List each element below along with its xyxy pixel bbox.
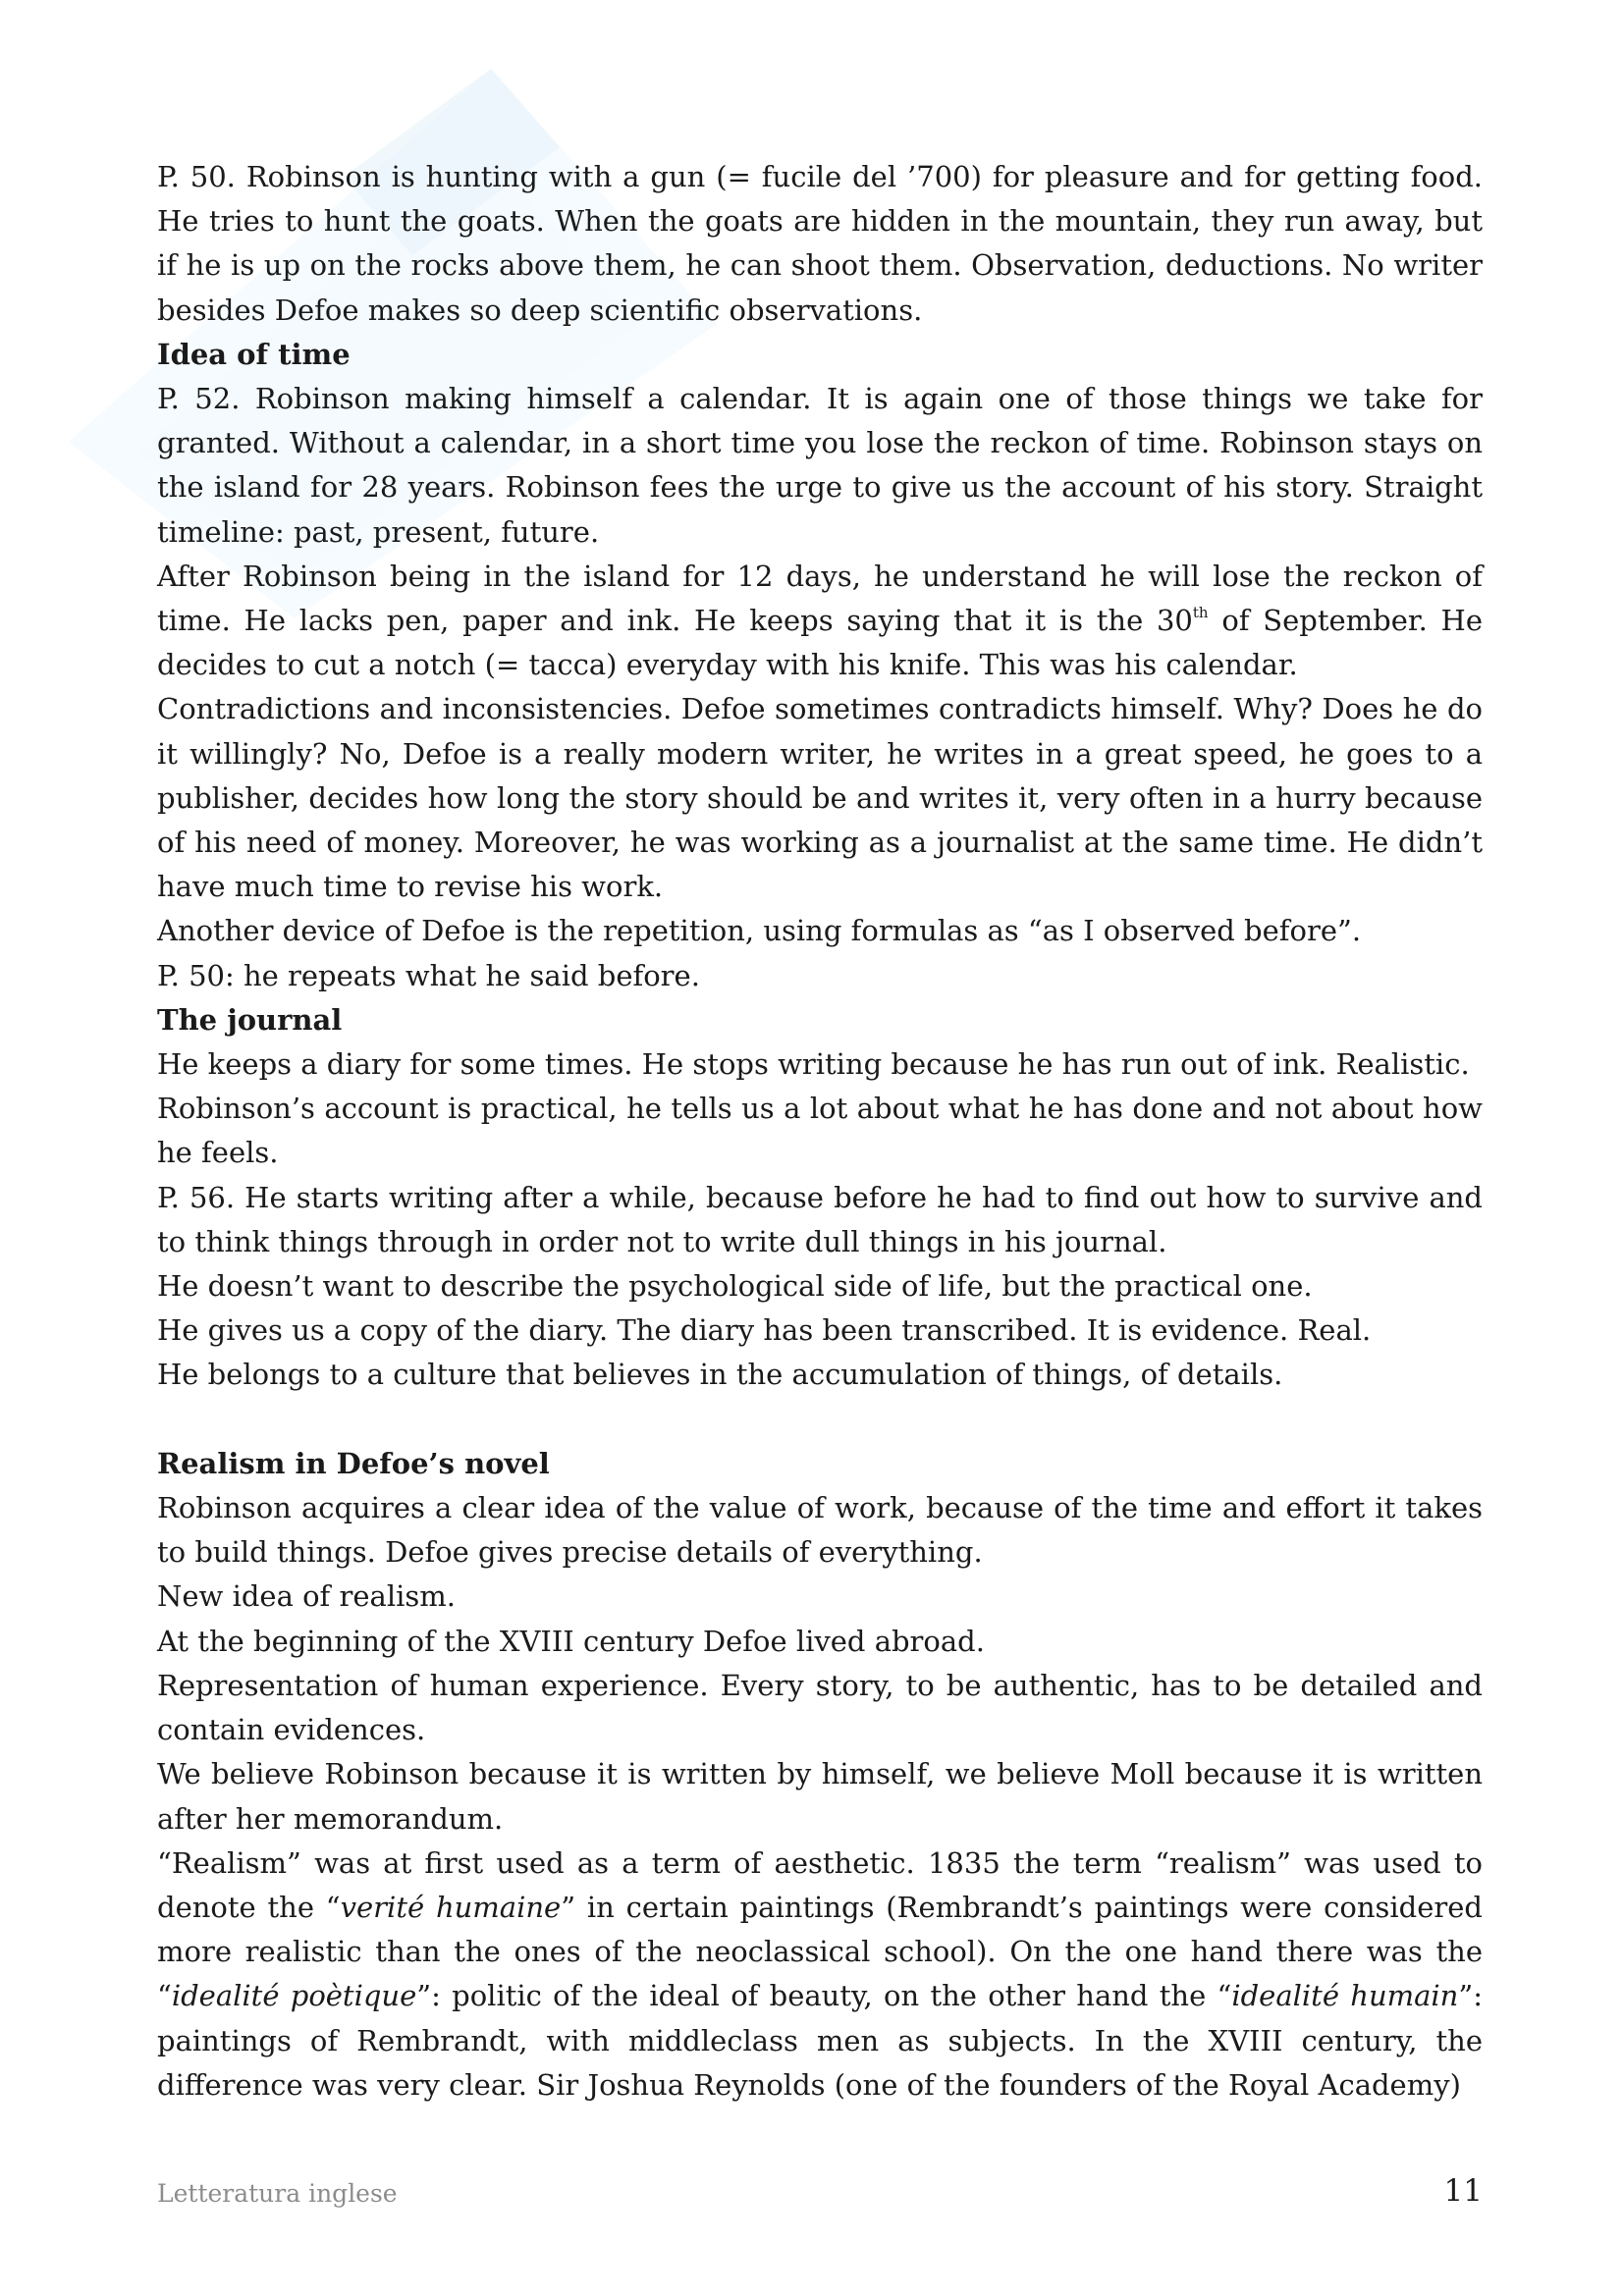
paragraph-notch: After Robinson being in the island for 12 days, he understand he will lose the reckon of time. He lacks pen, paper and ink. He keeps saying that it is the 30th of September. He decides to cut a notch (= tacca) everyday with his knife. This was his calendar. bbox=[157, 559, 1483, 682]
paragraph-copy-diary: He gives us a copy of the diary. The diary has been transcribed. It is evidence. Real. bbox=[157, 1313, 1372, 1348]
paragraph-practical-account: Robinson’s account is practical, he tells us a lot about what he has done and not about how he feels. bbox=[157, 1092, 1483, 1170]
paragraph-contradictions: Contradictions and inconsistencies. Defoe sometimes contradicts himself. Why? Does he do it willingly? No, Defoe is a really modern writer, he writes in a great speed, he goes to a publisher, decides how long the story should be and writes it, very often in a hurry because of his need of money. Moreover, he was working as a journalist at the same time. He didn’t have much time to revise his work. bbox=[157, 692, 1483, 904]
paragraph-starts-writing: P. 56. He starts writing after a while, because before he had to find out how to survive and to think things through in order not to write dull things in his journal. bbox=[157, 1180, 1483, 1258]
paragraph-p50: P. 50: he repeats what he said before. bbox=[157, 958, 700, 992]
paragraph-hunting: P. 50. Robinson is hunting with a gun (= fucile del ’700) for pleasure and for getting food. He tries to hunt the goats. When the goats are hidden in the mountain, they run away, but if he is up on the rocks above them, he can shoot them. Observation, deductions. No writer besides Defoe makes so deep scientific observations. bbox=[157, 160, 1483, 327]
paragraph-repetition: Another device of Defoe is the repetition, using formulas as “as I observed before”. bbox=[157, 914, 1362, 948]
paragraph-realism-term: “Realism” was at first used as a term of aesthetic. 1835 the term “realism” was used to denote the “verité humaine” in certain paintings (Rembrandt’s paintings were considered more realistic than the ones of the neoclassical school). On the one hand there was the “idealité poètique”: politic of the ideal of beauty, on the other hand the “idealité humain”: paintings of Rembrandt, with middleclass men as subjects. In the XVIII century, the difference was very clear. Sir Joshua Reynolds (one of the founders of the Royal Academy) bbox=[157, 1845, 1483, 2102]
page-body bbox=[157, 155, 1483, 2108]
footer-course-title: Letteratura inglese bbox=[157, 2179, 398, 2208]
paragraph-value-of-work: Robinson acquires a clear idea of the value of work, because of the time and effort it takes to build things. Defoe gives precise details of everything. bbox=[157, 1491, 1483, 1570]
paragraph-new-idea: New idea of realism. bbox=[157, 1579, 456, 1614]
heading-idea-of-time: Idea of time bbox=[157, 337, 351, 371]
heading-realism: Realism in Defoe’s novel bbox=[157, 1446, 550, 1480]
paragraph-abroad: At the beginning of the XVIII century Defoe lived abroad. bbox=[157, 1624, 985, 1658]
heading-the-journal: The journal bbox=[157, 1002, 343, 1037]
paragraph-diary: He keeps a diary for some times. He stops writing because he has run out of ink. Realistic. bbox=[157, 1047, 1470, 1082]
paragraph-human-experience: Representation of human experience. Every story, to be authentic, has to be detailed and contain evidences. bbox=[157, 1668, 1483, 1747]
paragraph-psychological: He doesn’t want to describe the psychological side of life, but the practical one. bbox=[157, 1269, 1313, 1304]
paragraph-accumulation: He belongs to a culture that believes in the accumulation of things, of details. bbox=[157, 1358, 1283, 1392]
paragraph-calendar: P. 52. Robinson making himself a calendar. It is again one of those things we take for granted. Without a calendar, in a short time you lose the reckon of time. Robinson stays on the island for 28 years. Robinson fees the urge to give us the account of his story. Straight timeline: past, present, future. bbox=[157, 382, 1483, 549]
paragraph-gap bbox=[157, 1398, 1483, 1442]
footer-page-number: 11 bbox=[1443, 2173, 1483, 2209]
paragraph-believe: We believe Robinson because it is written by himself, we believe Moll because it is written after her memorandum. bbox=[157, 1757, 1483, 1836]
